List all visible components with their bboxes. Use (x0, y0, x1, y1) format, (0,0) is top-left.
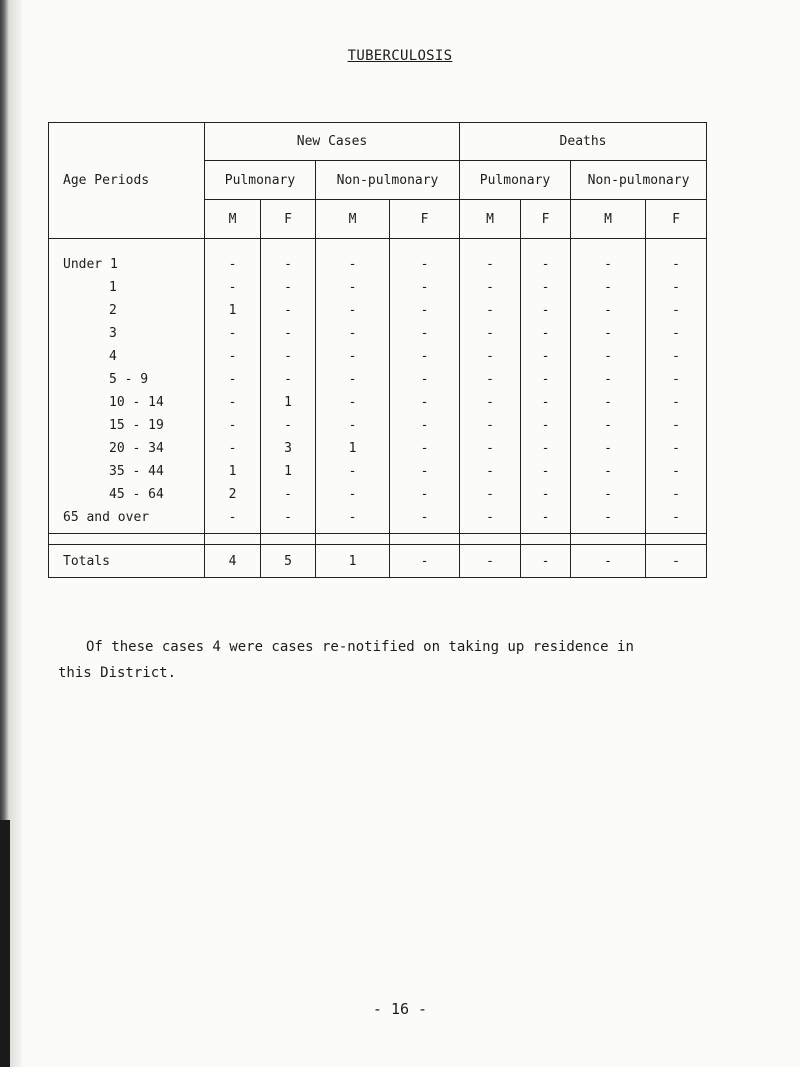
sex-header: F (521, 200, 571, 239)
age-period-cell: Totals (49, 545, 205, 578)
value-cell: - (390, 276, 460, 299)
sex-header: F (261, 200, 316, 239)
value-cell: - (390, 368, 460, 391)
value-cell: - (316, 299, 390, 322)
value-cell: - (261, 368, 316, 391)
value-cell: - (316, 276, 390, 299)
value-cell: - (571, 391, 646, 414)
value-cell: - (390, 460, 460, 483)
table-row (49, 391, 707, 414)
value-cell: - (521, 506, 571, 534)
age-period-cell (49, 391, 205, 414)
value-cell: - (646, 276, 707, 299)
spacer-cell (571, 239, 646, 252)
age-period-cell: Under 1 (49, 251, 205, 276)
value-cell: - (205, 437, 261, 460)
value-cell: - (460, 506, 521, 534)
gap-cell (460, 534, 521, 545)
value-cell: - (390, 251, 460, 276)
table-row (49, 460, 707, 483)
value-cell: - (646, 545, 707, 578)
age-period-label: 4 (109, 349, 117, 364)
value-cell: - (460, 414, 521, 437)
value-cell: - (261, 483, 316, 506)
value-cell: - (460, 251, 521, 276)
gap-cell (571, 534, 646, 545)
gap-cell (205, 534, 261, 545)
value-cell: - (571, 322, 646, 345)
age-period-label: 10 - 14 (109, 395, 164, 410)
table-row (49, 368, 707, 391)
value-cell: - (205, 506, 261, 534)
table-row (49, 437, 707, 460)
gap-cell (390, 534, 460, 545)
value-cell: - (390, 345, 460, 368)
value-cell: 1 (316, 437, 390, 460)
value-cell: - (571, 483, 646, 506)
value-cell: - (460, 368, 521, 391)
binding-bar (0, 820, 10, 1067)
value-cell: - (646, 437, 707, 460)
spacer-cell (390, 239, 460, 252)
value-cell: - (571, 506, 646, 534)
age-period-label: 15 - 19 (109, 418, 164, 433)
value-cell: - (521, 391, 571, 414)
spacer-cell (205, 239, 261, 252)
spacer-cell (460, 239, 521, 252)
value-cell: - (571, 437, 646, 460)
value-cell: - (571, 545, 646, 578)
table-row (49, 414, 707, 437)
age-period-cell (49, 483, 205, 506)
table-row (49, 322, 707, 345)
value-cell: - (261, 299, 316, 322)
deaths-header: Deaths (460, 123, 707, 161)
value-cell: - (316, 322, 390, 345)
sex-header: M (316, 200, 390, 239)
value-cell: 1 (261, 460, 316, 483)
value-cell: - (646, 368, 707, 391)
value-cell: - (390, 545, 460, 578)
value-cell: - (390, 483, 460, 506)
value-cell: - (646, 299, 707, 322)
value-cell: - (261, 276, 316, 299)
spacer-row (49, 239, 707, 252)
age-period-label: 5 - 9 (109, 372, 149, 387)
value-cell: - (205, 368, 261, 391)
value-cell: - (460, 391, 521, 414)
spacer-cell (261, 239, 316, 252)
age-period-label: 1 (109, 280, 117, 295)
value-cell: - (646, 251, 707, 276)
table-row (49, 251, 707, 276)
value-cell: - (460, 299, 521, 322)
value-cell: - (316, 483, 390, 506)
age-period-label: 45 - 64 (109, 487, 164, 502)
value-cell: - (521, 414, 571, 437)
value-cell: - (390, 414, 460, 437)
value-cell: - (571, 251, 646, 276)
age-period-label: 2 (109, 303, 117, 318)
tuberculosis-table (48, 122, 707, 578)
value-cell: - (460, 345, 521, 368)
value-cell: - (521, 251, 571, 276)
age-period-label: 35 - 44 (109, 464, 164, 479)
deaths-pulmonary-header: Pulmonary (460, 161, 571, 200)
value-cell: - (390, 437, 460, 460)
sex-header: M (460, 200, 521, 239)
value-cell: - (521, 545, 571, 578)
value-cell: - (646, 414, 707, 437)
value-cell: 3 (261, 437, 316, 460)
age-period-cell (49, 437, 205, 460)
value-cell: - (571, 345, 646, 368)
gap-row (49, 534, 707, 545)
sex-header: F (646, 200, 707, 239)
sex-header: M (571, 200, 646, 239)
value-cell: - (205, 322, 261, 345)
value-cell: - (646, 506, 707, 534)
value-cell: - (571, 368, 646, 391)
age-period-cell (49, 345, 205, 368)
table-row (49, 345, 707, 368)
value-cell: - (460, 545, 521, 578)
footnote-line-2: this District. (58, 665, 177, 681)
gap-cell (521, 534, 571, 545)
value-cell: - (205, 345, 261, 368)
value-cell: - (460, 437, 521, 460)
value-cell: 1 (205, 460, 261, 483)
value-cell: - (521, 483, 571, 506)
value-cell: - (205, 276, 261, 299)
new-cases-header: New Cases (205, 123, 460, 161)
new-pulmonary-header: Pulmonary (205, 161, 316, 200)
value-cell: 1 (316, 545, 390, 578)
value-cell: - (205, 251, 261, 276)
age-period-cell (49, 299, 205, 322)
table-row (49, 506, 707, 534)
value-cell: - (460, 276, 521, 299)
value-cell: - (261, 506, 316, 534)
table-row (49, 483, 707, 506)
value-cell: - (646, 322, 707, 345)
value-cell: 2 (205, 483, 261, 506)
value-cell: - (261, 251, 316, 276)
footnote (58, 634, 766, 686)
gap-cell (316, 534, 390, 545)
age-period-label: 20 - 34 (109, 441, 164, 456)
value-cell: - (646, 345, 707, 368)
sex-header: F (390, 200, 460, 239)
age-period-cell: 65 and over (49, 506, 205, 534)
age-period-cell (49, 414, 205, 437)
value-cell: - (646, 460, 707, 483)
value-cell: - (571, 299, 646, 322)
value-cell: - (571, 414, 646, 437)
age-period-cell (49, 460, 205, 483)
value-cell: - (521, 437, 571, 460)
value-cell: - (205, 391, 261, 414)
value-cell: 1 (261, 391, 316, 414)
age-period-label: 3 (109, 326, 117, 341)
gap-cell (261, 534, 316, 545)
value-cell: - (316, 368, 390, 391)
value-cell: - (521, 322, 571, 345)
value-cell: - (316, 414, 390, 437)
value-cell: - (521, 368, 571, 391)
value-cell: - (571, 460, 646, 483)
spacer-cell (316, 239, 390, 252)
footnote-line-1: Of these cases 4 were cases re-notified on taking up residence in (86, 639, 634, 655)
value-cell: - (390, 391, 460, 414)
spacer-cell (521, 239, 571, 252)
age-periods-header: Age Periods (49, 123, 205, 239)
value-cell: - (205, 414, 261, 437)
value-cell: - (316, 251, 390, 276)
value-cell: - (390, 506, 460, 534)
page-number: - 16 - (372, 1000, 428, 1018)
value-cell: - (460, 322, 521, 345)
page-title: TUBERCULOSIS (347, 48, 453, 64)
value-cell: 4 (205, 545, 261, 578)
value-cell: - (646, 391, 707, 414)
table-row (49, 276, 707, 299)
value-cell: - (521, 299, 571, 322)
age-period-cell (49, 368, 205, 391)
gap-cell (646, 534, 707, 545)
value-cell: - (316, 345, 390, 368)
value-cell: - (646, 483, 707, 506)
value-cell: 1 (205, 299, 261, 322)
new-non-pulmonary-header: Non-pulmonary (316, 161, 460, 200)
value-cell: - (390, 322, 460, 345)
sex-header: M (205, 200, 261, 239)
deaths-non-pulmonary-header: Non-pulmonary (571, 161, 707, 200)
value-cell: - (571, 276, 646, 299)
table-row (49, 299, 707, 322)
spacer-cell (49, 239, 205, 252)
value-cell: - (390, 299, 460, 322)
value-cell: - (316, 391, 390, 414)
value-cell: - (521, 460, 571, 483)
value-cell: - (521, 276, 571, 299)
value-cell: - (460, 460, 521, 483)
value-cell: - (460, 483, 521, 506)
value-cell: - (316, 460, 390, 483)
value-cell: - (316, 506, 390, 534)
age-period-cell (49, 322, 205, 345)
value-cell: 5 (261, 545, 316, 578)
spacer-cell (646, 239, 707, 252)
value-cell: - (261, 345, 316, 368)
value-cell: - (521, 345, 571, 368)
totals-row (49, 545, 707, 578)
value-cell: - (261, 322, 316, 345)
age-period-cell (49, 276, 205, 299)
value-cell: - (261, 414, 316, 437)
gap-cell (49, 534, 205, 545)
